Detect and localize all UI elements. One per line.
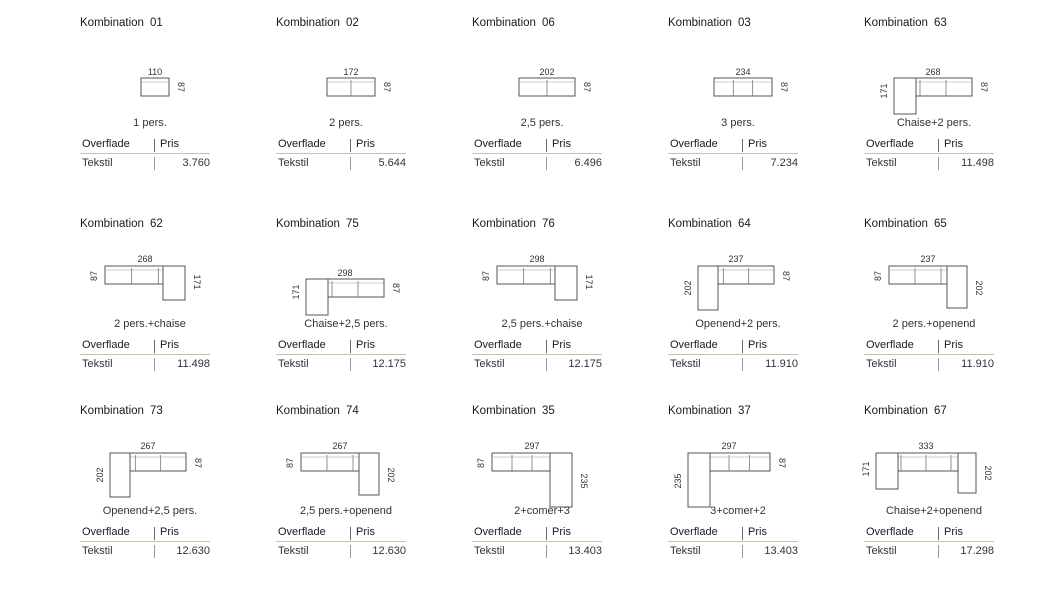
combination-word: Kombination xyxy=(472,218,536,230)
price-table-header xyxy=(668,338,798,355)
combination-number: 65 xyxy=(933,218,947,230)
price-cell: 11.498 xyxy=(177,358,210,370)
combination-word: Kombination xyxy=(80,405,144,417)
dim-width: 333 xyxy=(918,441,934,451)
dim-depth: 87 xyxy=(582,81,592,93)
sofa-diagram xyxy=(276,236,426,316)
dim-depth: 87 xyxy=(391,282,401,294)
price-row xyxy=(80,355,210,373)
combination-card xyxy=(276,405,426,575)
surface-header: Overflade xyxy=(278,339,326,351)
price-header: Pris xyxy=(748,339,767,351)
combination-number: 03 xyxy=(737,17,751,29)
material-cell: Tekstil xyxy=(670,358,701,370)
combination-label: 2,5 pers. xyxy=(520,117,564,129)
price-row xyxy=(80,154,210,172)
combination-label: 2+comer+3 xyxy=(514,505,570,517)
sofa-diagram xyxy=(80,423,230,503)
price-table xyxy=(472,137,602,172)
combination-word: Kombination xyxy=(864,218,928,230)
price-table-header xyxy=(668,137,798,154)
dim-depth: 87 xyxy=(979,81,989,93)
dim-width: 110 xyxy=(147,67,163,77)
combination-label: 3+comer+2 xyxy=(710,505,766,517)
combination-number: 76 xyxy=(541,218,555,230)
price-cell: 13.403 xyxy=(568,545,602,557)
corner-unit xyxy=(958,453,976,493)
price-cell: 11.910 xyxy=(961,358,994,370)
price-header: Pris xyxy=(944,138,963,150)
price-table-header xyxy=(80,338,210,355)
sofa-body xyxy=(714,78,772,96)
corner-unit xyxy=(698,266,718,310)
price-table xyxy=(80,525,210,560)
price-row xyxy=(864,542,994,560)
combination-number: 37 xyxy=(737,405,751,417)
dim-depth: 87 xyxy=(873,270,883,282)
combination-number: 02 xyxy=(345,17,359,29)
column-divider xyxy=(154,358,155,371)
column-divider xyxy=(350,139,351,152)
combination-title xyxy=(472,17,555,29)
combination-card xyxy=(668,405,818,575)
sofa-body xyxy=(141,78,169,96)
price-header: Pris xyxy=(552,526,571,538)
combination-number: 63 xyxy=(933,17,947,29)
combination-label: Openend+2 pers. xyxy=(695,318,781,330)
price-cell: 3.760 xyxy=(182,157,210,169)
column-divider xyxy=(938,358,939,371)
combination-word: Kombination xyxy=(80,17,144,29)
column-divider xyxy=(938,545,939,558)
dim-corner-length: 202 xyxy=(683,280,693,296)
price-table-header xyxy=(472,525,602,542)
combination-card xyxy=(472,405,622,575)
combination-card xyxy=(276,218,426,388)
sofa-diagram xyxy=(80,35,230,115)
combination-word: Kombination xyxy=(472,405,536,417)
dim-width: 202 xyxy=(539,67,555,77)
combination-title xyxy=(80,218,163,230)
combination-title xyxy=(864,218,947,230)
surface-header: Overflade xyxy=(82,526,130,538)
material-cell: Tekstil xyxy=(278,157,309,169)
dim-width: 172 xyxy=(343,67,359,77)
material-cell: Tekstil xyxy=(82,157,113,169)
material-cell: Tekstil xyxy=(82,358,113,370)
column-divider xyxy=(350,545,351,558)
sofa-diagram xyxy=(864,236,1014,316)
combination-title xyxy=(864,17,947,29)
corner-unit xyxy=(110,453,130,497)
column-divider xyxy=(546,358,547,371)
dim-corner-length: 202 xyxy=(386,467,396,483)
price-cell: 11.498 xyxy=(961,157,994,169)
column-divider xyxy=(350,358,351,371)
corner-unit xyxy=(550,453,572,507)
dim-depth: 87 xyxy=(193,457,203,469)
combination-card xyxy=(668,218,818,388)
material-cell: Tekstil xyxy=(670,545,701,557)
combination-card xyxy=(472,218,622,388)
combination-title xyxy=(80,405,163,417)
combination-title xyxy=(668,17,751,29)
dim-corner-length: 202 xyxy=(95,467,105,483)
price-cell: 12.630 xyxy=(372,545,406,557)
surface-header: Overflade xyxy=(670,526,718,538)
dim-chaise-length: 171 xyxy=(879,83,889,99)
dim-depth: 87 xyxy=(779,81,789,93)
surface-header: Overflade xyxy=(278,526,326,538)
sofa-diagram xyxy=(276,35,426,115)
material-cell: Tekstil xyxy=(866,545,897,557)
combination-word: Kombination xyxy=(864,405,928,417)
sofa-diagram xyxy=(668,423,818,503)
price-table xyxy=(668,525,798,560)
price-header: Pris xyxy=(160,138,179,150)
price-row xyxy=(276,542,406,560)
dim-chaise-length: 171 xyxy=(861,461,871,477)
price-row xyxy=(668,154,798,172)
column-divider xyxy=(742,157,743,170)
surface-header: Overflade xyxy=(866,138,914,150)
column-divider xyxy=(154,139,155,152)
dim-width: 237 xyxy=(728,254,744,264)
price-header: Pris xyxy=(748,138,767,150)
combination-number: 62 xyxy=(149,218,163,230)
price-cell: 13.403 xyxy=(764,545,798,557)
column-divider xyxy=(154,340,155,353)
combination-card xyxy=(668,17,818,187)
dim-corner-length: 202 xyxy=(974,280,984,296)
column-divider xyxy=(742,358,743,371)
combination-label: 2,5 pers.+openend xyxy=(299,505,393,517)
combination-title xyxy=(864,405,947,417)
price-table-header xyxy=(864,525,994,542)
column-divider xyxy=(938,139,939,152)
combination-word: Kombination xyxy=(668,17,732,29)
price-header: Pris xyxy=(356,339,375,351)
column-divider xyxy=(742,139,743,152)
combination-word: Kombination xyxy=(472,17,536,29)
material-cell: Tekstil xyxy=(474,358,505,370)
price-table xyxy=(276,137,406,172)
material-cell: Tekstil xyxy=(278,545,309,557)
price-header: Pris xyxy=(552,339,571,351)
price-header: Pris xyxy=(552,138,571,150)
combination-number: 74 xyxy=(345,405,359,417)
dim-depth: 87 xyxy=(176,81,186,93)
price-table-header xyxy=(276,338,406,355)
dim-width: 234 xyxy=(735,67,751,77)
dim-depth: 87 xyxy=(89,270,99,282)
price-table xyxy=(80,338,210,373)
dim-corner-length: 235 xyxy=(673,473,683,489)
combination-title xyxy=(472,405,555,417)
dim-chaise-length: 171 xyxy=(291,284,301,300)
dim-corner-length: 235 xyxy=(579,473,589,489)
chaise xyxy=(894,78,916,114)
dim-width: 268 xyxy=(925,67,941,77)
combination-word: Kombination xyxy=(668,405,732,417)
column-divider xyxy=(154,545,155,558)
combination-word: Kombination xyxy=(276,405,340,417)
column-divider xyxy=(350,157,351,170)
combination-label: 3 pers. xyxy=(721,117,755,129)
dim-depth: 87 xyxy=(285,457,295,469)
combination-title xyxy=(668,218,751,230)
sofa-diagram xyxy=(668,236,818,316)
price-table xyxy=(668,137,798,172)
combination-number: 35 xyxy=(541,405,555,417)
surface-header: Overflade xyxy=(82,138,130,150)
price-row xyxy=(80,542,210,560)
material-cell: Tekstil xyxy=(866,157,897,169)
price-table xyxy=(864,137,994,172)
combination-title xyxy=(276,405,359,417)
surface-header: Overflade xyxy=(670,339,718,351)
corner-unit xyxy=(947,266,967,308)
dim-width: 267 xyxy=(140,441,156,451)
combination-title xyxy=(80,17,163,29)
sofa-diagram xyxy=(472,35,622,115)
combination-number: 75 xyxy=(345,218,359,230)
price-table-header xyxy=(864,338,994,355)
combination-number: 67 xyxy=(933,405,947,417)
price-row xyxy=(276,154,406,172)
price-table xyxy=(276,525,406,560)
price-cell: 5.644 xyxy=(378,157,406,169)
price-table xyxy=(864,338,994,373)
price-cell: 12.175 xyxy=(372,358,406,370)
column-divider xyxy=(546,340,547,353)
price-row xyxy=(472,355,602,373)
price-header: Pris xyxy=(356,138,375,150)
price-header: Pris xyxy=(944,339,963,351)
corner-unit xyxy=(688,453,710,507)
chaise xyxy=(306,279,328,315)
dim-width: 267 xyxy=(332,441,348,451)
combination-number: 64 xyxy=(737,218,751,230)
dim-width: 298 xyxy=(529,254,545,264)
column-divider xyxy=(350,527,351,540)
price-table-header xyxy=(80,137,210,154)
combination-word: Kombination xyxy=(80,218,144,230)
column-divider xyxy=(154,157,155,170)
combination-word: Kombination xyxy=(276,17,340,29)
surface-header: Overflade xyxy=(670,138,718,150)
price-table xyxy=(80,137,210,172)
column-divider xyxy=(938,527,939,540)
dim-width: 237 xyxy=(920,254,936,264)
column-divider xyxy=(742,527,743,540)
combination-number: 73 xyxy=(149,405,163,417)
combination-number: 06 xyxy=(541,17,555,29)
price-header: Pris xyxy=(160,526,179,538)
combination-card xyxy=(276,17,426,187)
surface-header: Overflade xyxy=(474,339,522,351)
price-header: Pris xyxy=(944,526,963,538)
dim-depth: 87 xyxy=(781,270,791,282)
chaise xyxy=(876,453,898,489)
material-cell: Tekstil xyxy=(82,545,113,557)
sofa-diagram xyxy=(80,236,230,316)
surface-header: Overflade xyxy=(82,339,130,351)
combination-label: Chaise+2,5 pers. xyxy=(304,318,388,330)
chaise xyxy=(163,266,185,300)
combination-title xyxy=(472,218,555,230)
price-table xyxy=(864,525,994,560)
material-cell: Tekstil xyxy=(278,358,309,370)
combination-word: Kombination xyxy=(276,218,340,230)
combination-word: Kombination xyxy=(668,218,732,230)
dim-width: 297 xyxy=(524,441,540,451)
combination-label: 1 pers. xyxy=(133,117,167,129)
combination-word: Kombination xyxy=(864,17,928,29)
dim-depth: 87 xyxy=(481,270,491,282)
combination-card xyxy=(864,218,1014,388)
column-divider xyxy=(350,340,351,353)
price-row xyxy=(276,355,406,373)
price-header: Pris xyxy=(748,526,767,538)
price-table xyxy=(472,525,602,560)
price-table xyxy=(276,338,406,373)
sofa-diagram xyxy=(276,423,426,503)
column-divider xyxy=(742,340,743,353)
column-divider xyxy=(154,527,155,540)
price-row xyxy=(668,355,798,373)
column-divider xyxy=(742,545,743,558)
dim-width: 298 xyxy=(337,268,353,278)
surface-header: Overflade xyxy=(474,526,522,538)
combination-title xyxy=(276,17,359,29)
combination-title xyxy=(668,405,751,417)
surface-header: Overflade xyxy=(278,138,326,150)
combination-label: Openend+2,5 pers. xyxy=(102,505,198,517)
price-table-header xyxy=(276,525,406,542)
surface-header: Overflade xyxy=(866,339,914,351)
combination-label: 2 pers. xyxy=(329,117,363,129)
dim-depth: 87 xyxy=(777,457,787,469)
price-cell: 12.175 xyxy=(568,358,602,370)
combination-label: Chaise+2 pers. xyxy=(896,117,972,129)
chaise xyxy=(555,266,577,300)
material-cell: Tekstil xyxy=(474,545,505,557)
combination-number: 01 xyxy=(149,17,163,29)
combination-label: 2 pers.+openend xyxy=(892,318,976,330)
price-cell: 7.234 xyxy=(770,157,798,169)
price-cell: 6.496 xyxy=(574,157,602,169)
column-divider xyxy=(546,527,547,540)
price-cell: 17.298 xyxy=(960,545,994,557)
price-header: Pris xyxy=(356,526,375,538)
column-divider xyxy=(938,340,939,353)
price-row xyxy=(472,542,602,560)
dim-width: 297 xyxy=(721,441,737,451)
price-row xyxy=(864,154,994,172)
dim-corner-length: 202 xyxy=(983,465,993,481)
surface-header: Overflade xyxy=(866,526,914,538)
sofa-diagram xyxy=(472,236,622,316)
column-divider xyxy=(546,157,547,170)
sofa-diagram xyxy=(472,423,622,503)
corner-unit xyxy=(359,453,379,495)
surface-header: Overflade xyxy=(474,138,522,150)
price-cell: 11.910 xyxy=(765,358,798,370)
material-cell: Tekstil xyxy=(670,157,701,169)
sofa-diagram xyxy=(864,35,1014,115)
combination-card xyxy=(80,17,230,187)
column-divider xyxy=(546,545,547,558)
sofa-diagram xyxy=(861,423,1014,503)
column-divider xyxy=(546,139,547,152)
material-cell: Tekstil xyxy=(866,358,897,370)
combination-card xyxy=(80,218,230,388)
dim-width: 268 xyxy=(137,254,153,264)
combination-title xyxy=(276,218,359,230)
price-table-header xyxy=(80,525,210,542)
material-cell: Tekstil xyxy=(474,157,505,169)
price-table-header xyxy=(472,137,602,154)
price-row xyxy=(472,154,602,172)
price-table-header xyxy=(864,137,994,154)
combination-card xyxy=(80,405,230,575)
dim-depth: 87 xyxy=(476,457,486,469)
sofa-diagram xyxy=(668,35,818,115)
combination-label: 2,5 pers.+chaise xyxy=(501,318,583,330)
combination-card xyxy=(472,17,622,187)
combination-label: 2 pers.+chaise xyxy=(114,318,186,330)
dim-chaise-length: 171 xyxy=(192,274,202,290)
dim-depth: 87 xyxy=(382,81,392,93)
combination-label: Chaise+2+openend xyxy=(885,505,983,517)
price-table-header xyxy=(276,137,406,154)
price-table-header xyxy=(472,338,602,355)
price-table xyxy=(668,338,798,373)
price-table xyxy=(472,338,602,373)
combination-card xyxy=(864,17,1014,187)
price-row xyxy=(864,355,994,373)
price-header: Pris xyxy=(160,339,179,351)
column-divider xyxy=(938,157,939,170)
price-row xyxy=(668,542,798,560)
dim-chaise-length: 171 xyxy=(584,274,594,290)
price-cell: 12.630 xyxy=(176,545,210,557)
price-table-header xyxy=(668,525,798,542)
combination-card xyxy=(861,405,1014,575)
